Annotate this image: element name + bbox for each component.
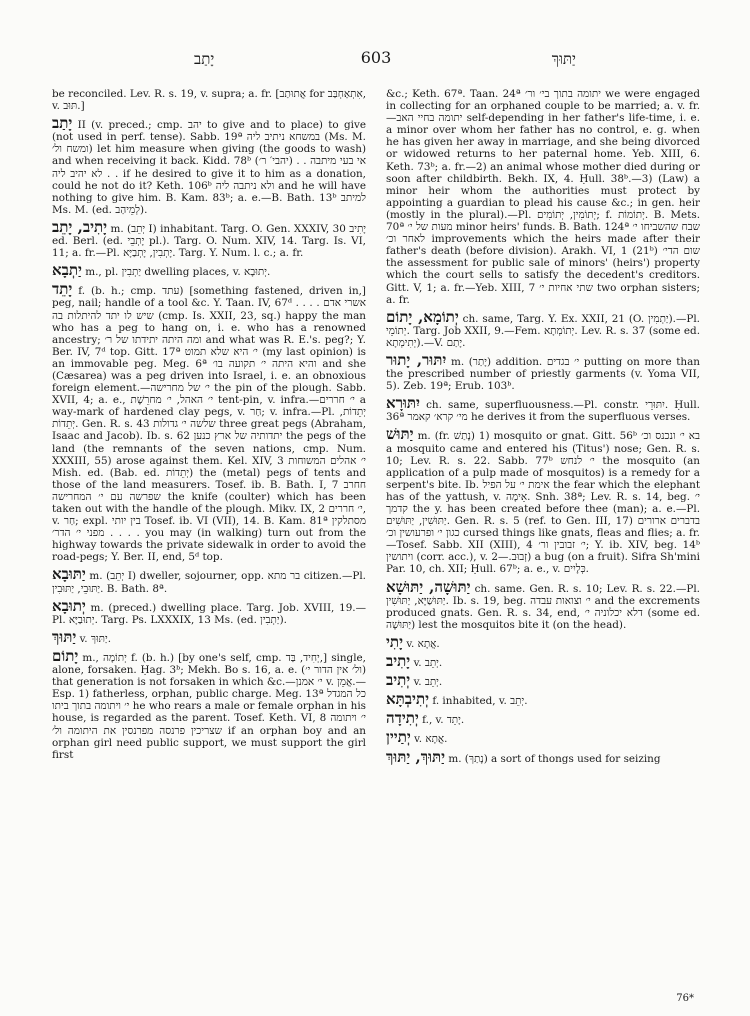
dictionary-entry [52, 261, 366, 280]
entry-headword: יָתִיב [386, 652, 411, 671]
entry-text: m. (יָתַר) addition. י׳ בגדים putting on more than the prescribed number of priestly garments (v. Yoma VII, 5). Zeb. 19ª; Erub. 103ᵇ. [386, 355, 700, 393]
dictionary-entry [386, 709, 700, 728]
page-header [52, 44, 700, 74]
signature-mark: 76* [676, 993, 694, 1004]
columns [52, 88, 700, 988]
dictionary-entry [386, 671, 700, 690]
entry-headword: יִתּוּרָא [386, 394, 420, 413]
header-right-word: יַתּוּךְ [551, 50, 576, 68]
entry-text: m., pl. יַתְבִין dwelling places, v. יְתוּבָא. [85, 266, 271, 279]
entry-headword: יְתַיין [386, 728, 411, 747]
entry-headword: יַתּוּבָא [52, 565, 86, 584]
dictionary-entry [386, 747, 700, 766]
dictionary-entry [52, 114, 366, 216]
entry-text: v. יְתֵב. [413, 657, 443, 670]
entry-text: m. (preced.) dwelling place. Targ. Job. XVIII, 19.—Pl. יְתוּבַיָּא. Targ. Ps. LXXXIX, 13 Ms. (ed. יַתְבִין). [52, 601, 366, 626]
entry-headword: יְתִיבְתָּא [386, 690, 430, 709]
dictionary-entry [52, 88, 366, 112]
entry-text: ch. same, superfluousness.—Pl. constr. יִתּוּרֵי. Ḥull. 36ª מי׳ קרא׳ קאמר he derives it from the superfluous verses. [386, 399, 700, 424]
entry-headword: יַתּוּשָׁה, יַתּוּשָׁא [386, 577, 471, 596]
dictionary-entry [386, 690, 700, 709]
dictionary-entry [52, 565, 366, 595]
entry-text: ch. same, Targ. Y. Ex. XXII, 21 (O. יַתְמִין).—Pl. יְתוֹמֵי. Targ. Job XXII, 9.—Fem. יְתוֹמְתָא. Lev. R. s. 37 (some ed. יְתִימְתָא).—V. יָתַם. [386, 312, 700, 349]
dictionary-entry [386, 577, 700, 631]
entry-headword: יִתּוּר, יָתוּר [386, 350, 447, 369]
entry-text: v. אֲתָא. [406, 637, 440, 650]
entry-headword: יַתּוּשׁ [386, 425, 414, 444]
dictionary-entry [386, 307, 700, 349]
entry-text: v. יְתֵב. [413, 676, 443, 689]
entry-text: ch. same. Gen. R. s. 10; Lev. R. s. 22.—Pl. יַתּוּשַׁיָּא, יַתּוּשִׁין. Ib. s. 19, beg. י׳ וצואות עבדה and the excrements produced gnats. Gen. R. s. 34, end, דלא יכלוניה י׳ (some ed. יַתּוּשָׁה) lest the mosquitos bite it (on the head). [386, 582, 700, 631]
entry-text: II (v. preced.; cmp. יהב to give and to place) to give (not used in perf. tense). Sabb. 19ª במשחא ניתיב ליה (Ms. M. ומשח ול׳) let him measure when giving (the goods to wash) and when receiving it back. Kidd. 78ᵇ (יהבי′ ר׳) אי בעי מיתבה . . . . לא יהיב ליה if he desired to give it to him as a donation, could he not do it? Keth. 106ᵇ ולא ניתבה ליה and he will have nothing to give him. B. Kam. 83ᵇ; a. e.—B. Bath. 13ᵇ למיתב Ms. M. (ed. לְמֵיהַב). [52, 119, 366, 216]
entry-headword: יְתִיב [386, 671, 411, 690]
dictionary-entry [386, 728, 700, 747]
entry-headword: יַתְבָא [52, 261, 82, 280]
entry-headword: יַתּוּךְ, יַתּוּךְ [386, 747, 446, 766]
entry-headword: יְתוּבָא [52, 596, 86, 615]
dictionary-entry [52, 280, 366, 564]
dictionary-entry [52, 627, 366, 646]
entry-text: m. (יְתֵב I) dweller, sojourner, opp. בר מתא citizen.—Pl. יַתּוּבֵי, יַתּוּבִין. B. Bath. 8ª. [52, 570, 366, 595]
entry-text: f., v. יָתֵד. [422, 714, 465, 727]
entry-text: m. (נָתַךְ) a sort of thongs used for seizing [448, 752, 661, 765]
dictionary-entry [386, 350, 700, 393]
entry-text: m. (fr. נָתַשׁ) 1) mosquito or gnat. Gitt. 56ᵇ בא י׳ ונכנס וכ׳ a mosquito came and entered his (Titus') nose; Gen. R. s. 10; Lev. R. s. 22. Sabb. 77ᵇ י׳ לנחש the mosquito (an application of a pulp made of mosquitos) is a remedy for a serpent's bite. Ib. אימת י׳ על הפיל the fear which the elephant has of the yattush, v. אֵימָה. Snh. 38ª; Lev. R. s. 14, beg. י׳ קדמך the y. has been created before thee (man); a. e.—Pl. יַתּוּשִׁין, יַתּוּשִׁים. Gen. R. s. 5 (ref. to Gen. III, 17) בדברים ארורים כגון י׳ ופרעושין וכ׳ cursed things like gnats, fleas and flies; a. fr.—Tosef. Sabb. XII (XIII), 4 י׳ זבובין ור׳; Y. ib. XIV, beg. 14ᵇ ויתושין (corr. acc.), v. זְבוּב.—2) a bug (on a fruit). Sifra Sh'mini Par. 10, ch. XII; Ḥull. 67ᵇ; a. e., v. כְּלָיִים. [386, 430, 700, 576]
entry-text: f. (b. h.; cmp. עתד) [something fastened, driven in,] peg, nail; handle of a tool &c. Y. Taan. IV, 67ᵈ אשרי אדם . . . . שיש לו יתד להיתלות בה (cmp. Is. XXII, 23, sq.) happy the man who has a peg to hang on, i. e. who has a renowned ancestry; ומה היתה יתידתו של ר׳ and what was R. E.'s. peg?; Y. Ber. IV, 7ᵈ top. Gitt. 17ª י׳ היא שלא תמוט (my last opinion) is an immovable peg. Meg. 6ª והיא היתה י׳ תקועה בו׳ and she (Cæsarea) was a peg driven into Israel, i. e. an obnoxious foreign element.—י׳ של מחרישה the pin of the plough. Sabb. XVII, 4; a. e., י׳ האהל, י׳ מחרֵשֶׁת tent-pin, v. infra.—י׳ חררים a way-mark of hardened clay pegs, v. חַר; v. infra.—Pl. יְתֵדוֹת, יְתֵדוֹת. Gen. R. s. 43 שלשה י׳ גדולות three great pegs (Abraham, Isaac and Jacob). Ib. s. 62 יתדותיה של ארץ כנען the pegs of the land (the remnants of the seven nations, cmp. Num. XXXIII, 55) arose against them. Kel. XIV, 3 י׳ אהלים המשוחות Mish. ed. (Bab. ed. יְתֵדוֹת) the (metal) pegs of tents and those of the land measurers. Tosef. ib. B. Bath. I, 7 חחרב שפרשה עם י׳ המחרישה the knife (coulter) which has been taken out with the handle of the plough. Mikv. IX, 2 י׳ חררים, v. חַר; expl. בין יותי Tosef. ib. VI (VII), 14. B. Kam. 81ª מסתלקין מפני י׳ הדר׳ . . . . you may (in walking) turn out from the highway towards the private sidewalk in order to avoid the road-pegs; Y. Ber. II, end, 5ᵈ top. [52, 285, 366, 564]
entry-text: m., יְתוֹמָה f. (b. h.) [by one's self, cmp. יְחִיד, בַּד,] single, alone, forsaken. Ḥag. 3ᵇ; Mekh. Bo s. 16, a. e. (ול׳ אין הדור י׳) that generation is not forsaken in which &c.—י׳ אמנן v. אֲמֵן.—Esp. 1) fatherless, orphan, public charge. Meg. 13ª כל המגדל י׳ ויתומה בתוך ביתו he who rears a male or female orphan in his house, is regarded as the parent. Tosef. Keth. VI, 8 י׳ ויתומה שצריכין פרנסה מפרנסין את היתומה ול׳ if an orphan boy and an orphan girl need public support, we must support the girl first [52, 651, 366, 761]
entry-text: f. inhabited, v. יְתֵב. [432, 695, 528, 708]
dictionary-entry [386, 88, 700, 306]
dictionary-entry [52, 596, 366, 626]
right-column [386, 88, 700, 988]
dictionary-entry [52, 646, 366, 761]
entry-headword: יַתּוּךְ [52, 627, 77, 646]
entry-headword: יָתַב [52, 114, 73, 133]
entry-text: be reconciled. Lev. R. s. 19, v. supra; a. fr. [אֲתוּתַב for אִתְאַחְבַּב, v. תּוּב.] [52, 88, 366, 113]
entry-headword: יָתִיב, יָתֵב [52, 217, 108, 236]
entry-headword: יְתִידָה [386, 709, 419, 728]
left-column [52, 88, 366, 988]
dictionary-entry [386, 425, 700, 576]
dictionary-entry [386, 632, 700, 651]
entry-headword: יָתִי [386, 632, 404, 651]
entry-text: v. יַתּוּךְ. [79, 632, 111, 645]
page-number: 603 [360, 48, 392, 67]
entry-text: m. (יְתֵב I) inhabitant. Targ. O. Gen. XXXIV, 30 יָתִיב ed. Berl. (ed. יָתְבֵי pl.). Targ. O. Num. XIV, 14. Targ. Is. VI, 11; a. fr.—Pl. יָתְבִין, יָתְבַיָּא. Targ. Y. Num. l. c.; a. fr. [52, 222, 366, 260]
entry-headword: יָתֵד [52, 280, 73, 299]
dictionary-entry [52, 217, 366, 260]
entry-text: v. אֲתָא. [414, 733, 448, 746]
dictionary-page [52, 44, 700, 1004]
dictionary-entry [386, 652, 700, 671]
header-left-word: יָתַב [194, 50, 215, 68]
dictionary-entry [386, 394, 700, 424]
entry-headword: יָתוֹם [52, 646, 79, 665]
entry-headword: יְתוֹמָא, יָתוֹם [386, 307, 459, 326]
entry-text: &c.; Keth. 67ª. Taan. 24ª יתומה בתוך בי׳ ור׳ we were engaged in collecting for an orphaned couple to be married; a. v. fr.—יתומה בחיי האב self-depending in her father's life-time, i. e. a minor over whom her father has no control, e. g. when he has given her away in marriage, and she being divorced or widowed returns to her paternal home. Yeb. XIII, 6. Keth. 73ᵇ; a. fr.—2) an animal whose mother died during or soon after childbirth. Bekh. IX, 4. Ḥull. 38ᵇ.—3) (Law) a minor heir whom the authorities must protect by appointing a guardian to plead his cause &c.; in gen. heir (mostly in the plural).—Pl. יְתוֹמִין, יְתוֹמִים; f. יְתוֹמוֹת. B. Mets. 70ª מעות של י׳ minor heirs' funds. B. Bath. 124ª שבח שהשביחו י׳ לאחר וכ׳ improvements which the heirs made after their father's death (before division). Arakh. VI, 1 (21ᵇ) שום הדי׳ the assessment for public sale of minors' (heirs') property which the court sells to satisfy the decedent's creditors. Gitt. V, 1; a. fr.—Yeb. XIII, 7 שתי אחיות י׳ two orphan sisters; a. fr. [386, 88, 700, 306]
